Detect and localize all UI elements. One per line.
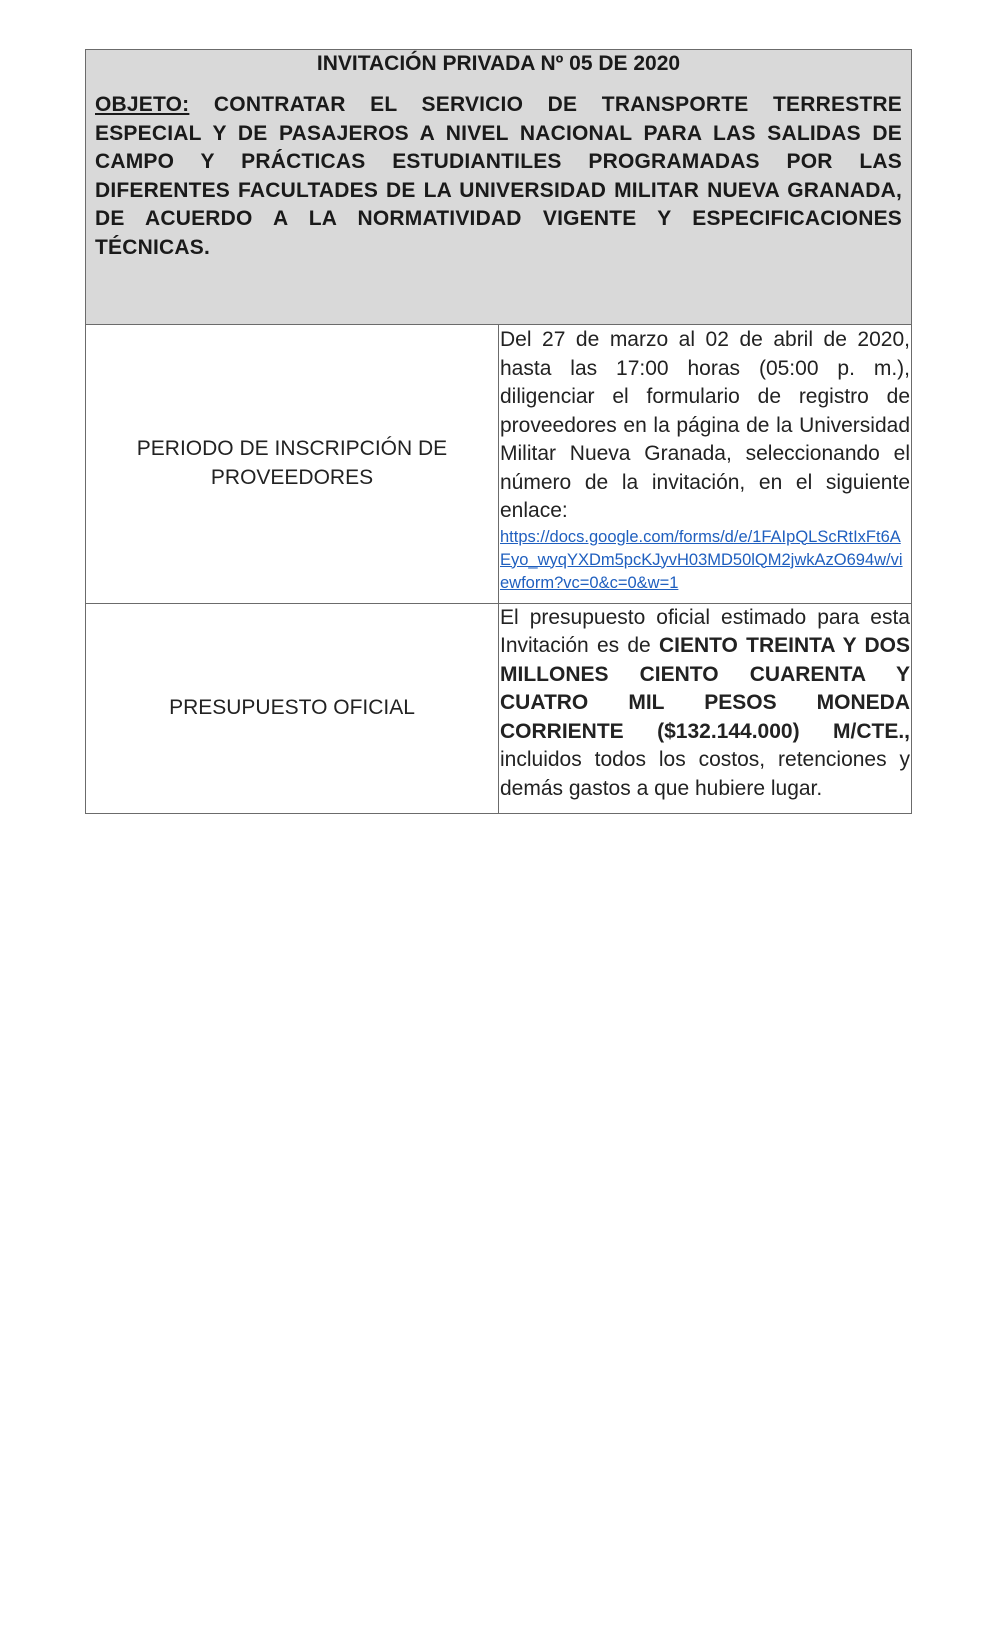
periodo-label: PERIODO DE INSCRIPCIÓN DE PROVEEDORES	[86, 325, 499, 604]
objeto-paragraph	[95, 91, 902, 262]
invitation-title: INVITACIÓN PRIVADA Nº 05 DE 2020	[316, 52, 681, 75]
presupuesto-text	[500, 604, 910, 814]
periodo-text: Del 27 de marzo al 02 de abril de 2020, hasta las 17:00 horas (05:00 p. m.), diligenciar el formulario de registro de proveedores en la página de la Universidad Militar Nueva Granada, seleccionando el número de la invitación, en el siguiente enlace:	[500, 328, 910, 522]
periodo-content	[499, 325, 912, 604]
presupuesto-content	[499, 603, 912, 814]
header-row	[86, 50, 912, 325]
presupuesto-label: PRESUPUESTO OFICIAL	[86, 603, 499, 814]
header-cell	[86, 50, 912, 325]
presupuesto-amount: CIENTO TREINTA Y DOS MILLONES CIENTO CUARENTA Y CUATRO MIL PESOS MONEDA CORRIENTE ($132.144.000) M/CTE.,	[500, 634, 910, 743]
invitation-table	[85, 49, 912, 814]
objeto-text: CONTRATAR EL SERVICIO DE TRANSPORTE TERRESTRE ESPECIAL Y DE PASAJEROS A NIVEL NACIONAL PARA LAS SALIDAS DE CAMPO Y PRÁCTICAS ESTUDIANTILES PROGRAMADAS POR LAS DIFERENTES FACULTADES DE LA UNIVERSIDAD MILITAR NUEVA GRANADA, DE ACUERDO A LA NORMATIVIDAD VIGENTE Y ESPECIFICACIONES TÉCNICAS.	[95, 93, 902, 259]
objeto-label: OBJETO:	[95, 93, 190, 116]
periodo-row	[86, 325, 912, 604]
registration-form-link[interactable]: https://docs.google.com/forms/d/e/1FAIpQLScRtIxFt6AEyo_wyqYXDm5pcKJyvH03MD50lQM2jwkAzO694w/viewform?vc=0&c=0&w=1	[500, 527, 903, 592]
presupuesto-row	[86, 603, 912, 814]
presupuesto-intro: El presupuesto oficial estimado para esta Invitación es de	[500, 605, 910, 657]
presupuesto-end: incluidos todos los costos, retenciones y demás gastos a que hubiere lugar.	[500, 748, 910, 800]
